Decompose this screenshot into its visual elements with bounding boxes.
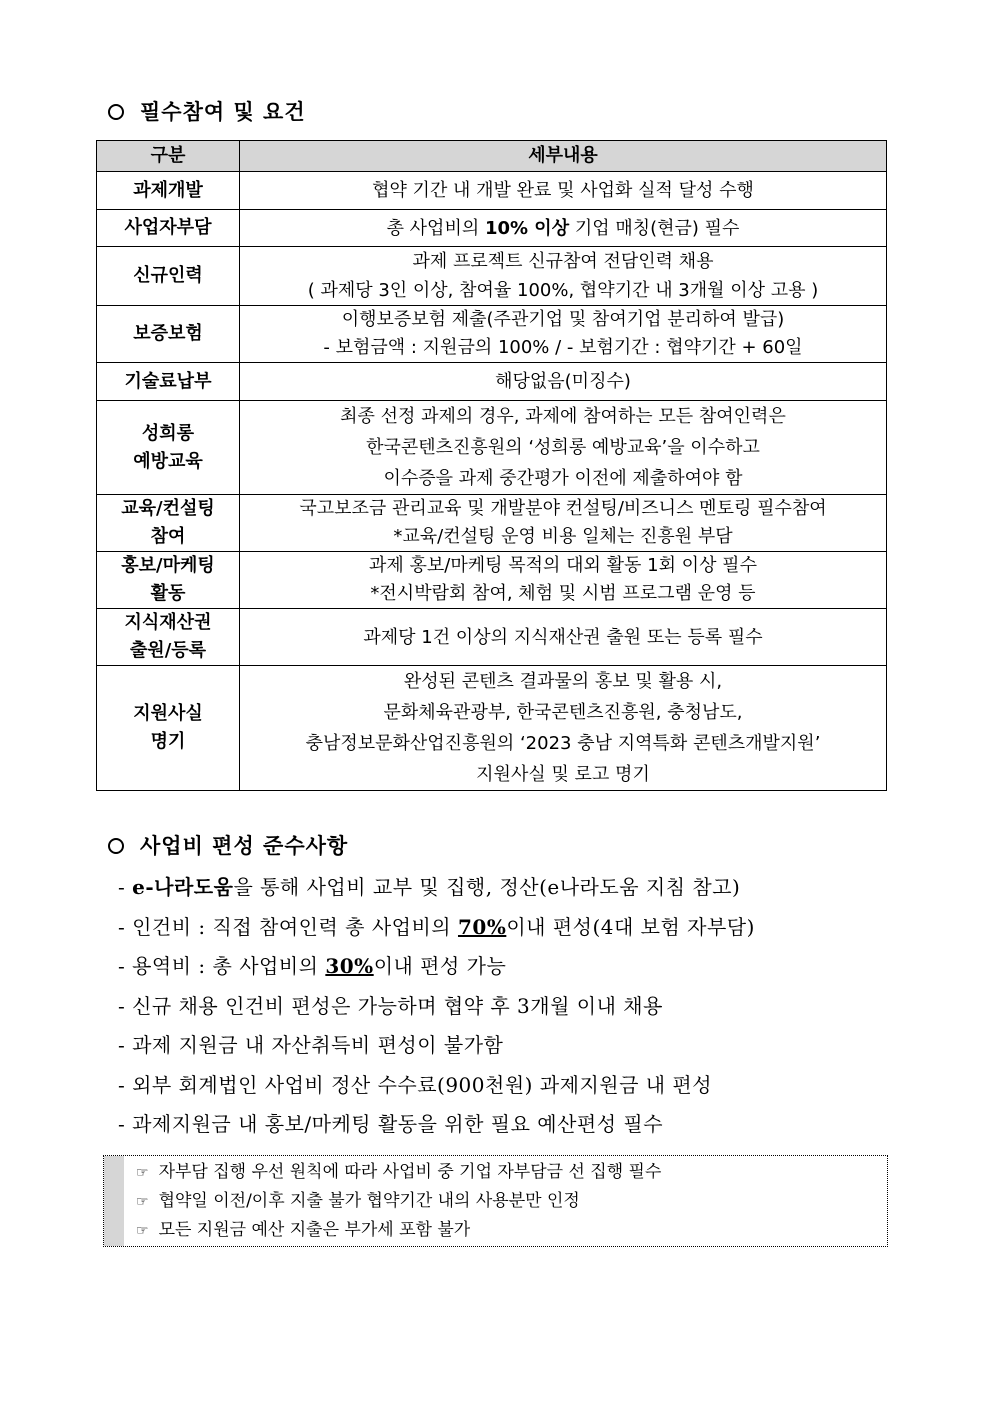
row-category [97,306,240,363]
row-details [240,666,887,791]
row-details [240,552,887,609]
row-details [240,401,887,495]
row-details-line: 해당없음(미징수) [495,371,631,392]
underlined-text: 70% [457,914,507,939]
pointing-hand-icon: ☞ [136,1165,149,1181]
section-title-budget [108,830,348,860]
row-category-line: 출원/등록 [129,640,207,661]
text-segment: - 인건비 : 직접 참여인력 총 사업비의 [118,914,458,939]
underlined-text: 30% [325,954,374,978]
row-details-line: *전시박람회 참여, 체험 및 시범 프로그램 운영 등 [370,583,756,604]
text-segment: - 과제 지원금 내 자산취득비 편성이 불가함 [118,1033,504,1057]
row-category-line: 예방교육 [133,450,203,472]
emphasis-text: e-나라도움 [132,875,234,899]
row-category [97,552,240,609]
row-category-line: 명기 [150,731,186,752]
section-title-text: 필수참여 및 요건 [140,99,306,124]
row-category-line: 성희롱 [141,422,195,444]
row-details-line: 이행보증보험 제출(주관기업 및 참여기업 분리하여 발급) [341,309,785,330]
header-category: 구분 [97,141,240,172]
row-category-line: 과제개발 [133,179,203,201]
table-row [97,666,887,791]
row-category-line: 지식재산권 [124,612,212,633]
row-details-line: - 보험금액 : 지원금의 100% / - 보험기간 : 협약기간 + 60일 [323,337,803,358]
requirements-table [96,140,887,791]
row-details-line: 이수증을 과제 중간평가 이전에 제출하여야 함 [383,468,743,489]
table-row [97,609,887,666]
list-item [118,1105,898,1145]
note-item [136,1187,661,1216]
note-text: 모든 지원금 예산 지출은 부가세 포함 불가 [158,1220,471,1240]
row-details-line: 과제 홍보/마케팅 목적의 대외 활동 1회 이상 필수 [369,555,757,576]
text-segment: - [118,875,133,899]
row-details-line: ( 과제당 3인 이상, 참여율 100%, 협약기간 내 3개월 이상 고용 ) [307,280,819,301]
row-category [97,247,240,306]
row-details-line: 완성된 콘텐츠 결과물의 홍보 및 활용 시, [403,671,723,692]
row-details [240,210,887,247]
row-details-line: 과제 프로젝트 신규참여 전담인력 채용 [412,251,714,272]
list-item [118,868,898,908]
table-row [97,363,887,401]
note-item [136,1158,661,1187]
row-category-line: 교육/컨설팅 [121,498,215,519]
header-details: 세부내용 [240,141,887,172]
text-segment: 이내 편성 가능 [373,954,507,978]
text-segment: - 과제지원금 내 홍보/마케팅 활동을 위한 필요 예산편성 필수 [118,1112,664,1136]
row-details-line: 충남정보문화산업진흥원의 ‘2023 충남 지역특화 콘텐츠개발지원’ [305,733,821,754]
row-category [97,666,240,791]
circle-bullet-icon [108,838,124,854]
text-segment: 이내 편성(4대 보험 자부담) [506,914,755,939]
row-category [97,495,240,552]
row-details-line: 지원사실 및 로고 명기 [476,764,650,785]
emphasis-text: 10% 이상 [484,217,570,239]
budget-rules-list [118,868,898,1145]
text-segment: - 용역비 : 총 사업비의 [118,954,326,978]
table-row [97,172,887,210]
row-details [240,247,887,306]
row-details-line: 최종 선정 과제의 경우, 과제에 참여하는 모든 참여인력은 [340,406,786,427]
text-segment: - 신규 채용 인건비 편성은 가능하며 협약 후 3개월 이내 채용 [118,993,663,1018]
row-category-line: 보증보험 [133,323,203,344]
circle-bullet-icon [108,104,124,120]
row-details-line: 협약 기간 내 개발 완료 및 사업화 실적 달성 수행 [372,180,754,201]
list-item [118,908,898,948]
text-segment: - 외부 회계법인 사업비 정산 수수료(900천원) 과제지원금 내 편성 [118,1072,713,1097]
text-segment: 기업 매칭(현금) 필수 [569,217,740,239]
note-item [136,1216,661,1245]
section-title-text: 사업비 편성 준수사항 [140,833,349,858]
table-row [97,210,887,247]
row-details-line: *교육/컨설팅 운영 비용 일체는 진흥원 부담 [393,526,733,547]
row-details [240,172,887,210]
row-category-line: 홍보/마케팅 [121,555,215,576]
section-title-requirements [108,96,306,126]
table-row [97,495,887,552]
notes-list [136,1158,661,1245]
table-row [97,401,887,495]
table-row [97,306,887,363]
row-details-line: 국고보조금 관리교육 및 개발분야 컨설팅/비즈니스 멘토링 필수참여 [299,498,827,519]
notes-box [103,1155,888,1247]
list-item [118,1026,898,1066]
row-category-line: 지원사실 [133,703,203,724]
row-details-line [240,213,886,244]
row-category-line: 활동 [150,583,186,604]
row-details [240,363,887,401]
pointing-hand-icon: ☞ [136,1223,149,1239]
row-details-line: 과제당 1건 이상의 지식재산권 출원 또는 등록 필수 [363,626,763,648]
row-details [240,495,887,552]
row-category-line: 신규인력 [133,265,203,286]
row-category [97,363,240,401]
note-text: 자부담 집행 우선 원칙에 따라 사업비 중 기업 자부담금 선 집행 필수 [158,1162,662,1182]
table-header-row [97,141,887,172]
row-category [97,172,240,210]
row-details-line: 한국콘텐츠진흥원의 ‘성희롱 예방교육’을 이수하고 [366,437,760,458]
row-category-line: 사업자부담 [124,217,212,238]
table-row [97,552,887,609]
row-category-line: 기술료납부 [124,370,212,392]
row-category [97,609,240,666]
row-details [240,609,887,666]
row-details [240,306,887,363]
list-item [118,1066,898,1106]
pointing-hand-icon: ☞ [136,1194,149,1210]
row-category-line: 참여 [150,526,186,547]
text-segment: 총 사업비의 [386,217,485,239]
note-text: 협약일 이전/이후 지출 불가 협약기간 내의 사용분만 인정 [158,1191,580,1211]
row-category [97,210,240,247]
notes-box-stripe [104,1156,124,1246]
list-item [118,947,898,987]
row-details-line: 문화체육관광부, 한국콘텐츠진흥원, 충청남도, [383,702,743,723]
row-category [97,401,240,495]
text-segment: 을 통해 사업비 교부 및 집행, 정산(e나라도움 지침 참고) [233,875,741,899]
list-item [118,987,898,1027]
table-row [97,247,887,306]
